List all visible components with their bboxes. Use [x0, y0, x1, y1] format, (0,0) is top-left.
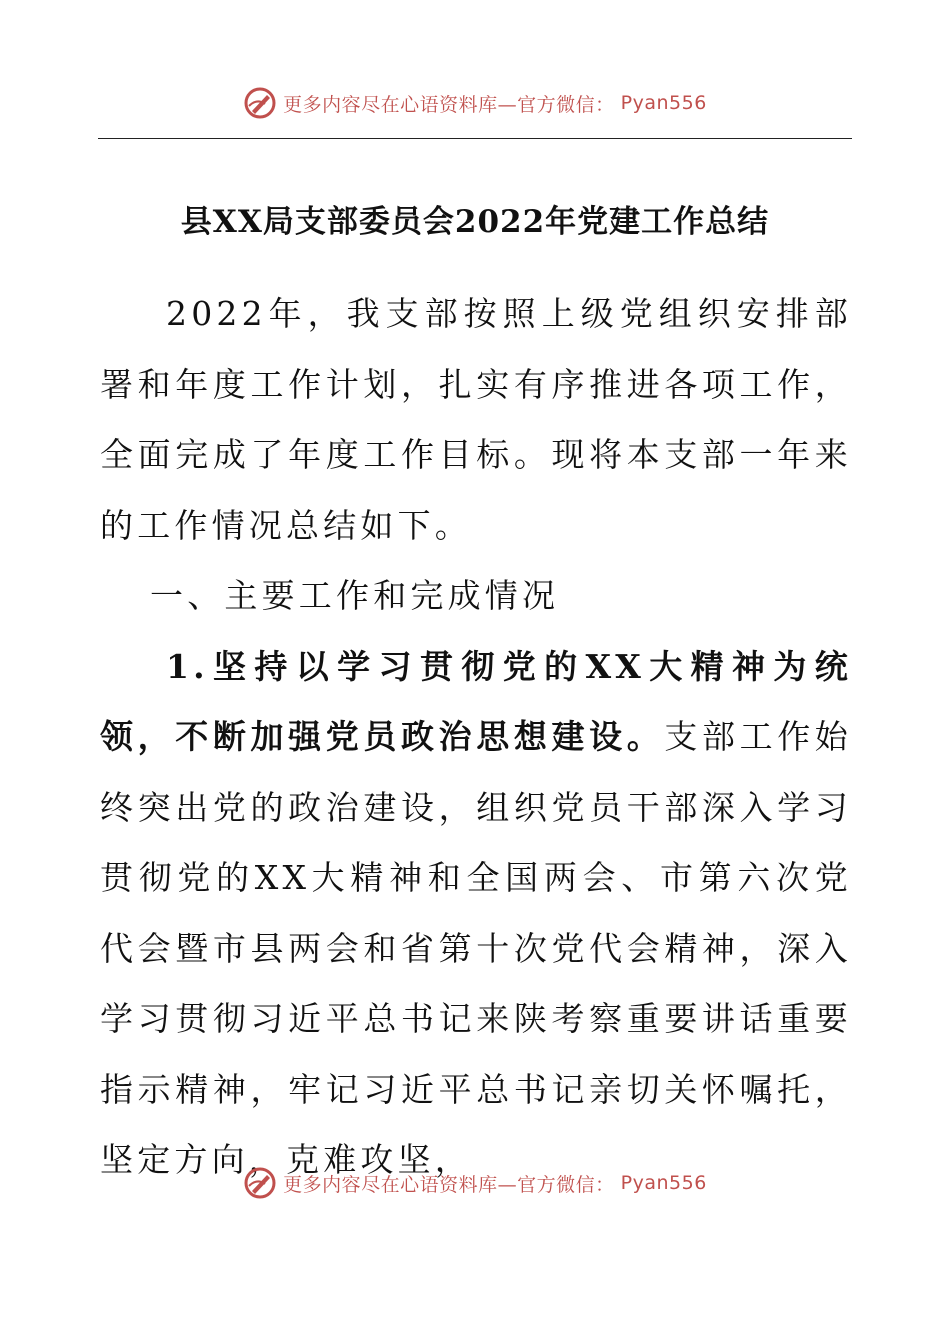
document-title: 县XX局支部委员会2022年党建工作总结: [180, 204, 770, 240]
watermark-text: 更多内容尽在心语资料库—官方微信：: [283, 93, 615, 116]
document-body: [100, 279, 852, 1196]
watermark-wechat-id: Pyan556: [620, 1172, 707, 1194]
pen-logo-icon: [243, 86, 277, 120]
footer-watermark: [0, 1166, 950, 1200]
item-1-lead: 1.坚持以学习贯彻党的XX大精神为统领，不断加强党员政治思想建设。: [100, 646, 852, 756]
intro-paragraph: 2022年，我支部按照上级党组织安排部署和年度工作计划，扎实有序推进各项工作，全面完成了年度工作目标。现将本支部一年来的工作情况总结如下。: [100, 294, 852, 545]
header-watermark: [0, 86, 950, 120]
header-divider: [98, 138, 852, 139]
section-heading: 一、主要工作和完成情况: [150, 576, 560, 615]
watermark-wechat-id: Pyan556: [620, 92, 707, 114]
pen-logo-icon: [243, 1166, 277, 1200]
item-1-text: 支部工作始终突出党的政治建设，组织党员干部深入学习贯彻党的XX大精神和全国两会、市第六次党代会暨市县两会和省第十次党代会精神，深入学习贯彻习近平总书记来陕考察重要讲话重要指示精神，牢记习近平总书记亲切关怀嘱托，坚定方向，克难攻坚，: [100, 717, 853, 1179]
item-1-paragraph: [100, 632, 852, 1196]
watermark-text: 更多内容尽在心语资料库—官方微信：: [283, 1173, 615, 1196]
